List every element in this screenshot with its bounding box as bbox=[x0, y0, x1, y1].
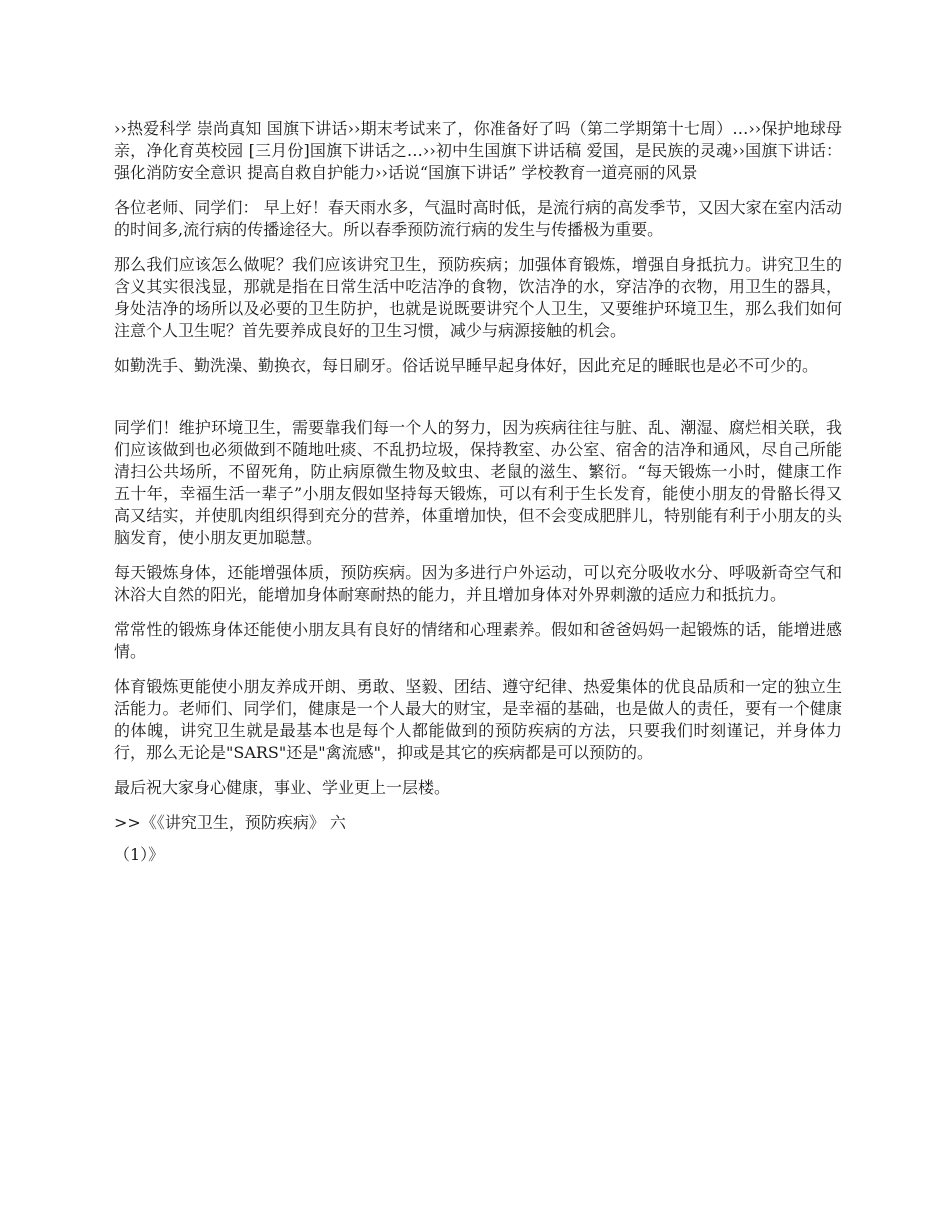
footer-page-number: （1）》 bbox=[114, 845, 165, 864]
related-links[interactable]: ››热爱科学 崇尚真知 国旗下讲话››期末考试来了，你准备好了吗（第二学期第十七周）…››保护地球母亲，净化育英校园 [三月份]国旗下讲话之…››初中生国旗下讲话稿 爱国，是民族的灵魂››国旗下讲话：强化消防安全意识 提高自救自护能力››话说“国旗下讲话” 学校教育一道亮丽的风景 bbox=[114, 119, 842, 182]
paragraph-habits: 如勤洗手、勤洗澡、勤换衣，每日刷牙。俗话说早睡早起身体好，因此充足的睡眠也是必不可少的。 bbox=[114, 356, 819, 375]
paragraph-greeting: 各位老师、同学们： 早上好！春天雨水多，气温时高时低，是流行病的高发季节，又因大家在室内活动的时间多,流行病的传播途径大。所以春季预防流行病的发生与传播极为重要。 bbox=[114, 198, 842, 239]
document-body bbox=[114, 118, 842, 879]
paragraph-closing: 最后祝大家身心健康，事业、学业更上一层楼。 bbox=[114, 778, 451, 797]
paragraph-exercise: 每天锻炼身体，还能增强体质，预防疾病。因为多进行户外运动，可以充分吸收水分、呼吸新奇空气和沐浴大自然的阳光，能增加身体耐寒耐热的能力，并且增加身体对外界刺激的适应力和抵抗力。 bbox=[114, 563, 842, 604]
paragraph-environment: 同学们！维护环境卫生，需要靠我们每一个人的努力，因为疾病往往与脏、乱、潮湿、腐烂相关联，我们应该做到也必须做到不随地吐痰、不乱扔垃圾，保持教室、办公室、宿舍的洁净和通风，尽自己所能清扫公共场所，不留死角，防止病原微生物及蚊虫、老鼠的滋生、繁衍。“每天锻炼一小时，健康工作五十年，幸福生活一辈子”小朋友假如坚持每天锻炼，可以有利于生长发育，能使小朋友的骨骼长得又高又结实，并使肌肉组织得到充分的营养，体重增加快，但不会变成肥胖儿，特别能有利于小朋友的头脑发育，使小朋友更加聪慧。 bbox=[114, 418, 842, 547]
paragraph-mood: 常常性的锻炼身体还能使小朋友具有良好的情绪和心理素养。假如和爸爸妈妈一起锻炼的话，能增进感情。 bbox=[114, 620, 842, 661]
paragraph-hygiene: 那么我们应该怎么做呢？我们应该讲究卫生，预防疾病；加强体育锻炼，增强自身抵抗力。讲究卫生的含义其实很浅显，那就是指在日常生活中吃洁净的食物，饮洁净的水，穿洁净的衣物，用卫生的器具，身处洁净的场所以及必要的卫生防护，也就是说既要讲究个人卫生，又要维护环境卫生，那么我们如何注意个人卫生呢？首先要养成良好的卫生习惯，减少与病源接触的机会。 bbox=[114, 255, 842, 340]
paragraph-character: 体育锻炼更能使小朋友养成开朗、勇敢、坚毅、团结、遵守纪律、热爱集体的优良品质和一定的独立生活能力。老师们、同学们，健康是一个人最大的财宝，是幸福的基础，也是做人的责任，要有一个健康的体魄，讲究卫生就是最基本也是每个人都能做到的预防疾病的方法，只要我们时刻谨记，并身体力行，那么无论是"SARS"还是"禽流感"，抑或是其它的疾病都是可以预防的。 bbox=[114, 677, 842, 762]
footer-nav-link[interactable]: >>《《讲究卫生，预防疾病》 六 bbox=[114, 813, 346, 832]
